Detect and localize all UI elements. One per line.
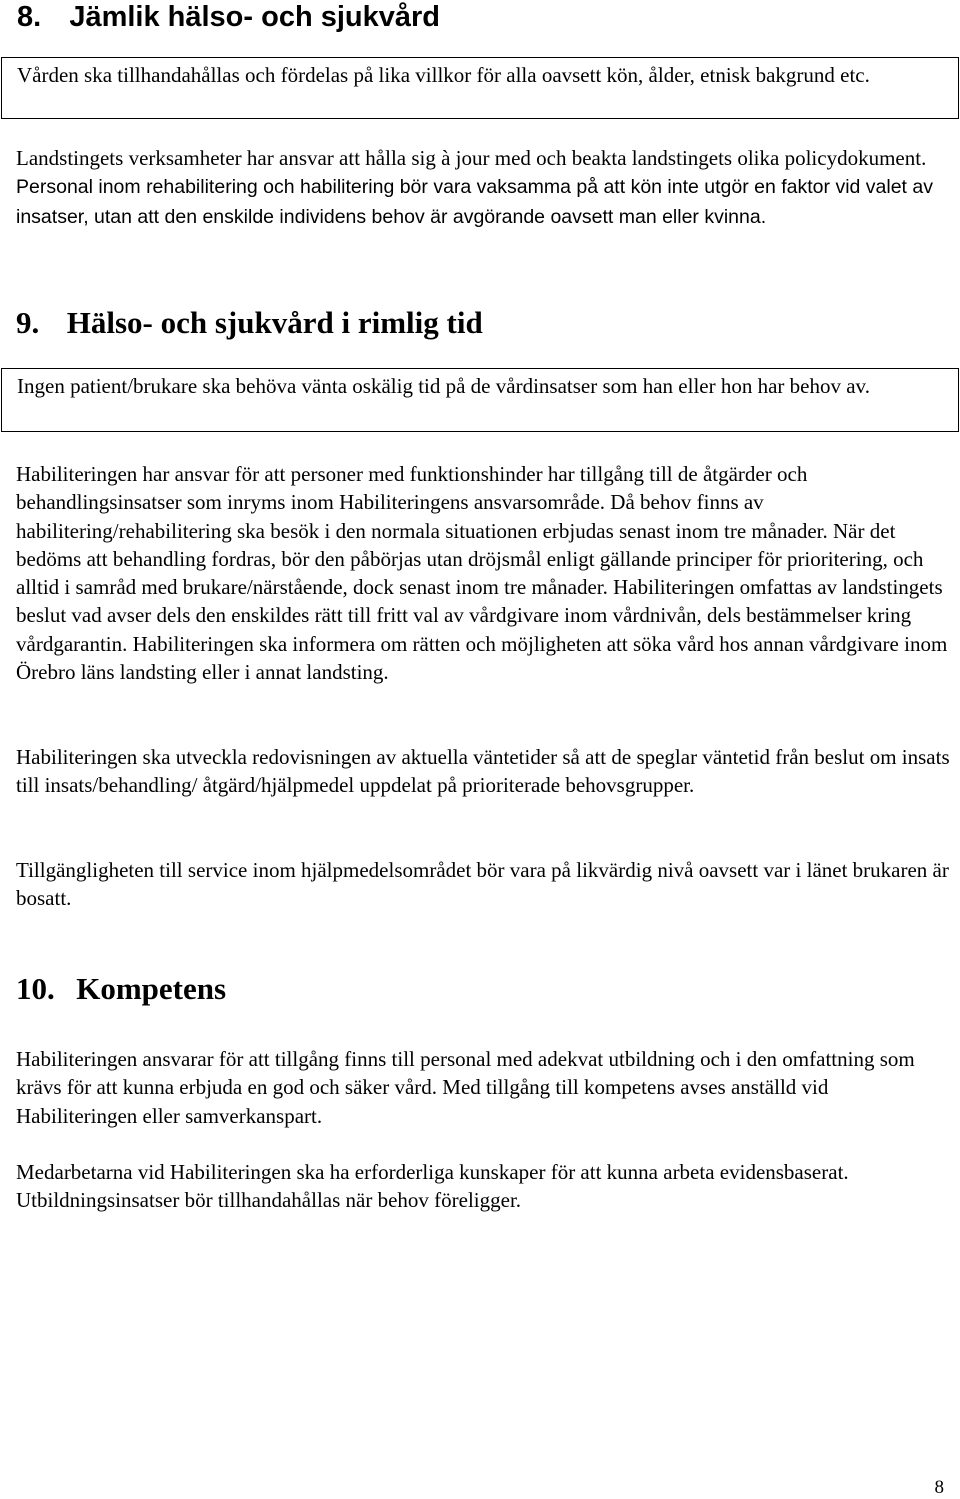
page-number: 8	[934, 1477, 944, 1498]
section-10-paragraph-2	[16, 1158, 952, 1215]
requirement-text: Ingen patient/brukare ska behöva vänta oskälig tid på de vårdinsatser som han eller hon har behov av.	[17, 374, 870, 398]
section-number: 9.	[16, 305, 40, 340]
section-number: 10.	[16, 971, 55, 1006]
section-9-paragraph-1	[16, 460, 952, 686]
section-9-paragraph-2	[16, 743, 952, 800]
paragraph-text: Tillgängligheten till service inom hjälpmedelsområdet bör vara på likvärdig nivå oavsett var i länet brukaren är bosatt.	[16, 858, 949, 911]
paragraph-text: Habiliteringen ska utveckla redovisningen av aktuella väntetider så att de speglar väntetid från beslut om insats till insats/behandling/ åtgärd/hjälpmedel uppdelat på prioriterade behovsgrupper.	[16, 745, 950, 798]
paragraph-text: Habiliteringen ansvarar för att tillgång finns till personal med adekvat utbildning och i den omfattning som krävs för att kunna erbjuda en god och säker vård. Med tillgång till kompetens avses anställd vid Habiliteringen eller samverkanspart.	[16, 1047, 915, 1128]
requirement-text: Vården ska tillhandahållas och fördelas på lika villkor för alla oavsett kön, ålder, etnisk bakgrund etc.	[17, 63, 870, 87]
section-8-paragraph	[16, 144, 952, 231]
paragraph-text: Habiliteringen har ansvar för att personer med funktionshinder har tillgång till de åtgärder och behandlingsinsatser som inryms inom Habiliteringens ansvarsområde. Då behov finns av habilitering/rehabilitering ska besök i den normala situationen erbjudas senast inom tre månader. När det bedöms att behandling fordras, bör den påbörjas utan dröjsmål enligt gällande principer för prioritering, och alltid i samråd med brukare/närstående, dock senast inom tre månader. Habiliteringen omfattas av landstingets beslut vad avser dels den enskildes rätt till fritt val av vårdgivare inom vårdnivån, dels bestämmelser kring vårdgarantin. Habiliteringen ska informera om rätten och möjligheten att söka vård hos annan vårdgivare inom Örebro läns landsting eller i annat landsting.	[16, 462, 948, 685]
section-9-paragraph-3	[16, 856, 952, 913]
section-9-heading	[16, 305, 483, 341]
paragraph-part: Landstingets verksamheter har ansvar att hålla sig à jour med och beakta landstingets olika policydokument.	[16, 146, 927, 170]
section-8-heading	[17, 0, 440, 34]
section-9-requirement-box	[1, 368, 959, 432]
section-title: Hälso- och sjukvård i rimlig tid	[66, 305, 483, 340]
section-8-requirement-box	[1, 57, 959, 119]
paragraph-text: Medarbetarna vid Habiliteringen ska ha erforderliga kunskaper för att kunna arbeta evidensbaserat. Utbildningsinsatser bör tillhandahållas när behov föreligger.	[16, 1160, 849, 1213]
section-title: Jämlik hälso- och sjukvård	[69, 1, 441, 33]
section-10-heading	[16, 971, 226, 1007]
section-title: Kompetens	[76, 971, 227, 1006]
section-number: 8.	[17, 1, 42, 33]
section-10-paragraph-1	[16, 1045, 952, 1130]
paragraph-part: Personal inom rehabilitering och habilitering bör vara vaksamma på att kön inte utgör en faktor vid valet av insatser, utan att den enskilde individens behov är avgörande oavsett man eller kvinna.	[16, 176, 933, 228]
